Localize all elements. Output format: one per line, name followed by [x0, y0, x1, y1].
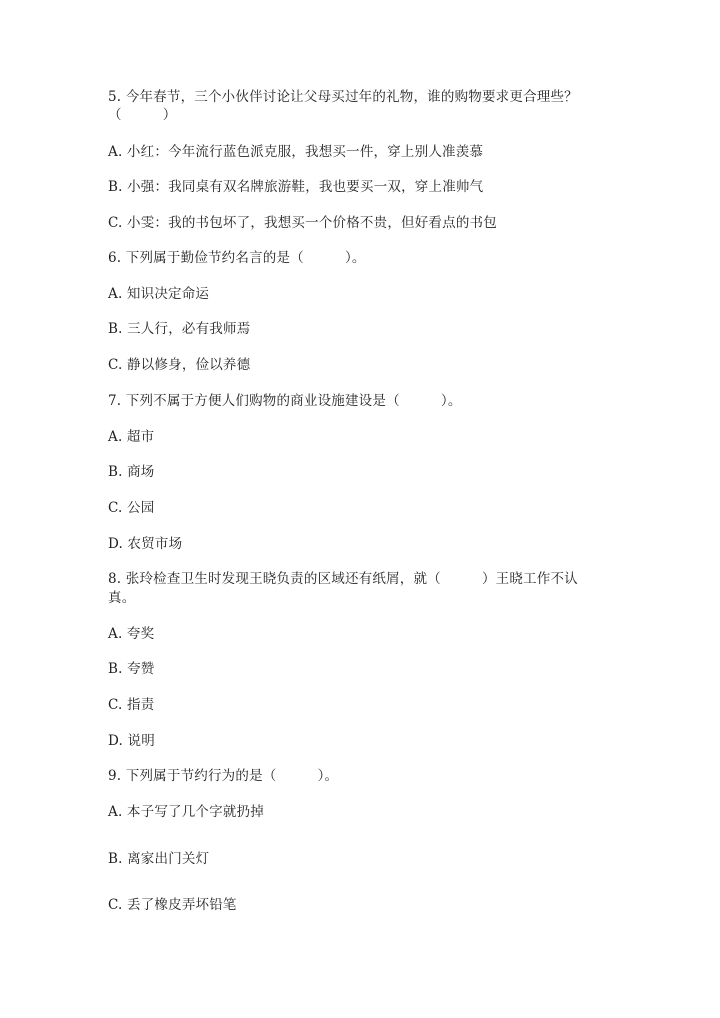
question-8-stem-line-2: 真。: [108, 590, 136, 606]
question-5-option-b: B. 小强：我同桌有双名牌旅游鞋，我也要买一双，穿上准帅气: [108, 179, 484, 195]
question-8-option-b: B. 夸赞: [108, 661, 155, 677]
question-7-stem: 7. 下列不属于方便人们购物的商业设施建设是（ ）。: [108, 393, 462, 409]
question-9-option-a: A. 本子写了几个字就扔掉: [108, 804, 264, 820]
question-6-option-a: A. 知识决定命运: [108, 286, 210, 302]
question-8-option-c: C. 指责: [108, 697, 155, 713]
question-6-stem: 6. 下列属于勤俭节约名言的是（ ）。: [108, 250, 366, 266]
question-8-option-d: D. 说明: [108, 733, 155, 749]
question-5-stem-line-2: （ ）: [108, 107, 177, 123]
question-5-option-c: C. 小雯：我的书包坏了，我想买一个价格不贵，但好看点的书包: [108, 215, 497, 231]
question-9-option-c: C. 丢了橡皮弄坏铅笔: [108, 897, 237, 913]
question-8-option-a: A. 夸奖: [108, 626, 155, 642]
question-6-option-c: C. 静以修身，俭以养德: [108, 357, 251, 373]
question-9-option-b: B. 离家出门关灯: [108, 851, 210, 867]
question-7-option-a: A. 超市: [108, 429, 155, 445]
question-8-stem-line-1: 8. 张玲检查卫生时发现王晓负责的区域还有纸屑，就（ ）王晓工作不认: [108, 571, 578, 587]
question-7-option-b: B. 商场: [108, 464, 155, 480]
question-5-stem-line-1: 5. 今年春节，三个小伙伴讨论让父母买过年的礼物，谁的购物要求更合理些？: [108, 89, 578, 105]
question-9-stem: 9. 下列属于节约行为的是（ ）。: [108, 768, 339, 784]
question-6-option-b: B. 三人行，必有我师焉: [108, 321, 251, 337]
question-7-option-d: D. 农贸市场: [108, 536, 183, 552]
question-7-option-c: C. 公园: [108, 500, 155, 516]
question-5-option-a: A. 小红：今年流行蓝色派克服，我想买一件，穿上别人准羡慕: [108, 144, 484, 160]
